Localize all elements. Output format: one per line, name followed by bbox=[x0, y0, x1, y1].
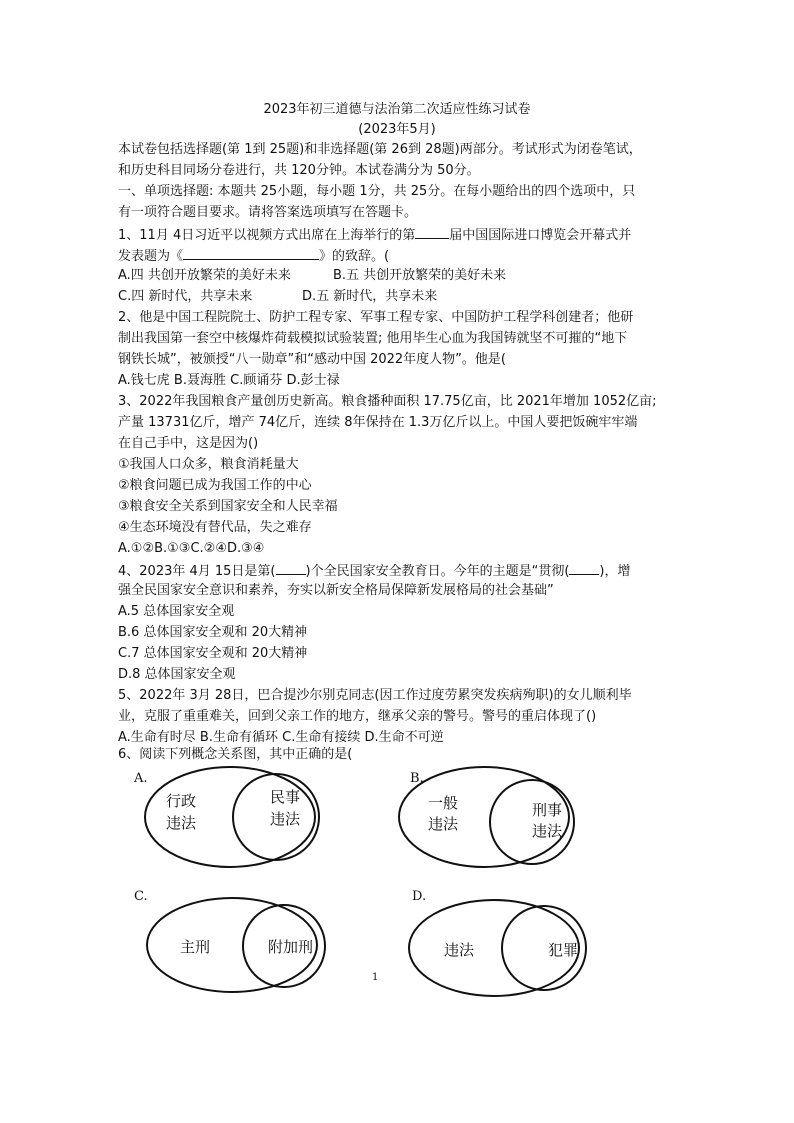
diagram-a-letter: A. bbox=[134, 771, 148, 786]
q6-stem: 6、阅读下列概念关系图，其中正确的是( bbox=[118, 747, 353, 762]
q4-stem-part-c: )，增 bbox=[599, 564, 631, 579]
exam-title: 2023年初三道德与法治第二次适应性练习试卷 bbox=[263, 102, 531, 117]
q4-option-a: A.5 总体国家安全观 bbox=[118, 604, 235, 619]
q1-option-d: D.五 新时代，共享未来 bbox=[302, 289, 438, 304]
q3-stem-line-3: 在自己手中，这是因为() bbox=[118, 436, 259, 451]
q1-stem-line-1 bbox=[118, 224, 631, 246]
diagram-a bbox=[133, 767, 319, 867]
diagram-a-inner-label-1: 民事 bbox=[270, 788, 301, 806]
intro-line-1: 本试卷包括选择题(第 1到 25题)和非选择题(第 26到 28题)两部分。考试形式为闭卷笔试， bbox=[118, 142, 642, 157]
page-number: 1 bbox=[372, 972, 379, 983]
q2-options: A.钱七虎 B.聂海胜 C.顾诵芬 D.彭士禄 bbox=[118, 373, 340, 388]
q4-stem-line-1 bbox=[118, 560, 630, 582]
q3-statement-4: ④生态环境没有替代品，失之难存 bbox=[118, 520, 312, 535]
q3-statement-2: ②粮食问题已成为我国工作的中心 bbox=[118, 478, 312, 493]
diagram-b bbox=[399, 767, 574, 867]
q1-stem-line-2 bbox=[118, 245, 389, 267]
q3-stem-line-1: 3、2022年我国粮食产量创历史新高。粮食播种面积 17.75亿亩，比 2021年增加 1052亿亩; bbox=[118, 394, 657, 409]
diagram-b-outer-label-1: 一般 bbox=[428, 794, 459, 812]
diagram-b-inner-label-1: 刑事 bbox=[532, 801, 563, 819]
diagram-d-outer-label: 违法 bbox=[444, 941, 475, 959]
diagram-a-outer-label-1: 行政 bbox=[166, 792, 197, 810]
q4-blank-2 bbox=[569, 560, 599, 575]
q1-stem-part-d: 》的致辞。( bbox=[319, 249, 390, 264]
q2-stem-line-3: 钢铁长城”，被颁授“八一勋章”和“感动中国 2022年度人物”。他是( bbox=[118, 352, 506, 367]
q3-options: A.①②B.①③C.②④D.③④ bbox=[118, 541, 265, 556]
section-heading-line-2: 有一项符合题目要求。请将答案选项填写在答题卡。 bbox=[118, 205, 418, 220]
q1-option-a: A.四 共创开放繁荣的美好未来 bbox=[118, 268, 291, 283]
section-heading-line-1: 一、单项选择题: 本题共 25小题，每小题 1分，共 25分。在每小题给出的四个选项中，只 bbox=[118, 184, 636, 199]
diagram-b-inner-label-2: 违法 bbox=[532, 822, 563, 840]
q4-stem-line-2: 强全民国家安全意识和素养，夯实以新安全格局保障新发展格局的社会基础” bbox=[118, 583, 554, 598]
q1-blank-1 bbox=[415, 224, 449, 239]
diagram-c bbox=[134, 889, 325, 992]
q1-blank-2 bbox=[183, 245, 319, 260]
q2-stem-line-1: 2、他是中国工程院院士、防护工程专家、军事工程专家、中国防护工程学科创建者；他研 bbox=[118, 310, 634, 325]
concept-diagram bbox=[118, 762, 642, 1008]
q5-stem-line-1: 5、2022年 3月 28日，巴合提沙尔别克同志(因工作过度劳累突发疾病殉职)的女儿顺利毕 bbox=[118, 688, 632, 703]
q3-statement-3: ③粮食安全关系到国家安全和人民幸福 bbox=[118, 499, 338, 514]
q1-stem-part-b: 届中国国际进口博览会开幕式并 bbox=[449, 228, 632, 243]
diagram-b-letter: B. bbox=[410, 771, 424, 786]
q5-stem-line-2: 业，克服了重重难关，回到父亲工作的地方，继承父亲的警号。警号的重启体现了() bbox=[118, 709, 597, 724]
diagram-a-outer-label-2: 违法 bbox=[166, 814, 197, 832]
diagram-d-letter: D. bbox=[412, 889, 427, 904]
q4-stem-part-b: )个全民国家安全教育日。今年的主题是“贯彻( bbox=[305, 564, 570, 579]
q2-stem-line-2: 制出我国第一套空中核爆炸荷载模拟试验装置; 他用毕生心血为我国铸就坚不可摧的“地下 bbox=[118, 331, 628, 346]
diagram-c-inner-label: 附加刑 bbox=[268, 938, 314, 956]
diagram-c-letter: C. bbox=[134, 889, 148, 904]
q4-option-b: B.6 总体国家安全观和 20大精神 bbox=[118, 625, 308, 640]
diagram-d bbox=[409, 889, 586, 996]
q1-stem-part-a: 1、11月 4日习近平以视频方式出席在上海举行的第 bbox=[118, 228, 416, 243]
q5-options: A.生命有时尽 B.生命有循环 C.生命有接续 D.生命不可逆 bbox=[118, 730, 444, 745]
q4-option-c: C.7 总体国家安全观和 20大精神 bbox=[118, 646, 308, 661]
diagram-a-inner-label-2: 违法 bbox=[270, 810, 301, 828]
q4-stem-part-a: 4、2023年 4月 15日是第( bbox=[118, 564, 276, 579]
q1-stem-part-c: 发表题为《 bbox=[118, 249, 184, 264]
exam-date: (2023年5月) bbox=[358, 122, 436, 137]
diagram-b-outer-label-2: 违法 bbox=[428, 815, 459, 833]
q4-blank-1 bbox=[276, 560, 306, 575]
q4-option-d: D.8 总体国家安全观 bbox=[118, 667, 236, 682]
diagram-d-inner-label: 犯罪 bbox=[548, 941, 579, 959]
q1-option-b: B.五 共创开放繁荣的美好未来 bbox=[333, 268, 507, 283]
q3-stem-line-2: 产量 13731亿斤，增产 74亿斤，连续 8年保持在 1.3万亿斤以上。中国人要把饭碗牢牢端 bbox=[118, 415, 638, 430]
diagram-c-outer-label: 主刑 bbox=[180, 938, 211, 956]
concept-diagram-figure bbox=[118, 762, 642, 1008]
intro-line-2: 和历史科目同场分卷进行，共 120分钟。本试卷满分为 50分。 bbox=[118, 163, 480, 178]
q3-statement-1: ①我国人口众多，粮食消耗量大 bbox=[118, 457, 299, 472]
q1-option-c: C.四 新时代，共享未来 bbox=[118, 289, 253, 304]
